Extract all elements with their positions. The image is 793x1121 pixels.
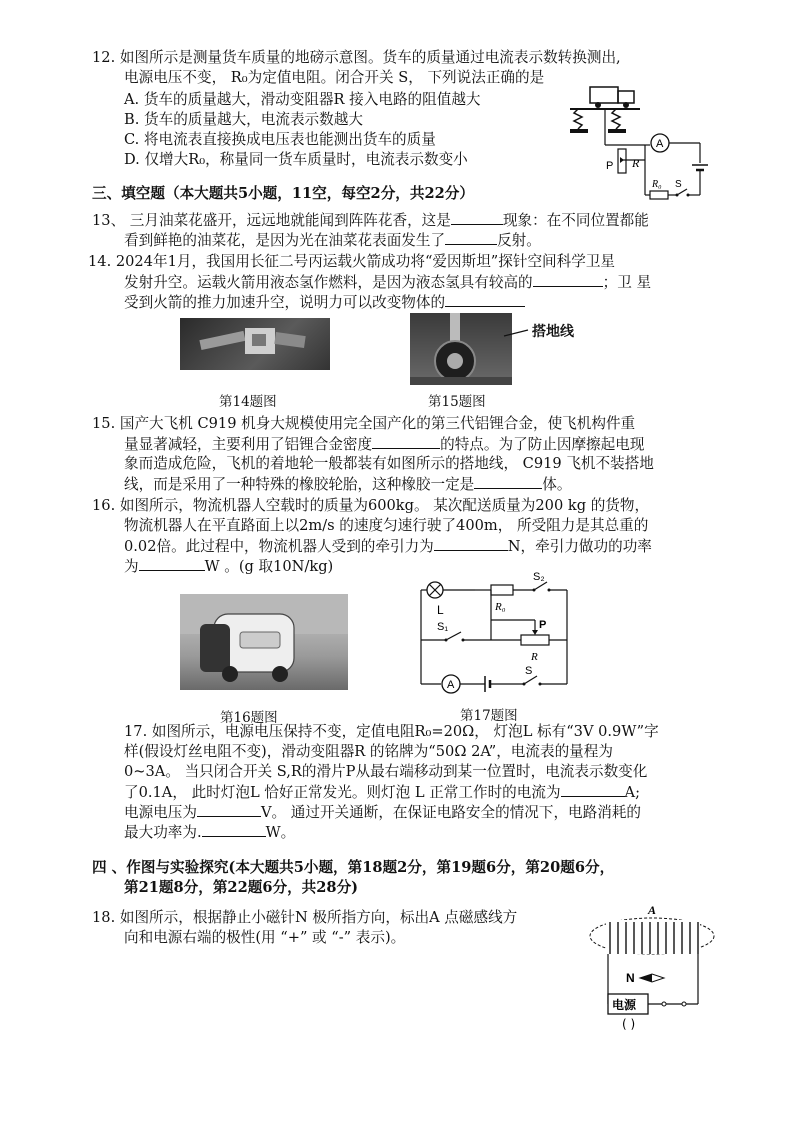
q12-fig-label-p: P bbox=[606, 160, 614, 172]
q17-blank-3[interactable] bbox=[202, 822, 266, 837]
q16-text-b: N，牵引力做功的功率 bbox=[507, 538, 652, 555]
q15-blank-2[interactable] bbox=[474, 474, 542, 489]
q13-text-b: 现象：在不同位置都能 bbox=[502, 212, 649, 229]
q16-text-c: 为 bbox=[124, 558, 139, 575]
q17-blank-2[interactable] bbox=[197, 802, 261, 817]
q12-fig-ammeter: A bbox=[656, 138, 664, 150]
q18-fig-answer-bracket[interactable]: ( ) bbox=[622, 1017, 636, 1031]
section-3-header: 三、填空题（本大题共5小题，11空，每空2分，共22分） bbox=[92, 185, 474, 202]
q16-line4 bbox=[124, 556, 333, 577]
q17-fig-ammeter: A bbox=[447, 679, 455, 691]
q12-option-b: B. 货车的质量越大，电流表示数越大 bbox=[124, 111, 363, 128]
q17-text-f: W。 bbox=[265, 824, 296, 841]
q18-fig-power-source: 电源 bbox=[612, 998, 637, 1012]
q17-fig-label-s2: S₂ bbox=[533, 572, 545, 583]
q14-line1: 14. 2024年1月，我国用长征二号丙运载火箭成功将“爱因斯坦”探针空间科学卫星 bbox=[88, 253, 616, 270]
q15-ground-wire-label: 搭地线 bbox=[532, 324, 574, 340]
q16-blank-1[interactable] bbox=[434, 536, 508, 551]
q15-line3: 象而造成危险，飞机的着地轮一般都装有如图所示的搭地线， C919 飞机不装搭地 bbox=[124, 455, 654, 472]
q17-fig-label-s1: S₁ bbox=[437, 621, 449, 633]
q17-fig-label-r0: R₀ bbox=[495, 601, 506, 613]
q12-weighbridge-figure bbox=[560, 85, 735, 200]
q13-blank-1[interactable] bbox=[451, 210, 503, 225]
q17-fig-label-l: L bbox=[437, 603, 444, 617]
q17-blank-1[interactable] bbox=[561, 782, 625, 797]
q13-line1 bbox=[92, 210, 649, 231]
q15-line4 bbox=[124, 474, 571, 495]
q15-text-c: 线，而是采用了一种特殊的橡胶轮胎，这种橡胶一定是 bbox=[124, 476, 475, 493]
q16-line1: 16. 如图所示，物流机器人空载时的质量为600kg。 某次配送质量为200 kg 的货物， bbox=[92, 497, 650, 514]
q17-fig-label-p: P bbox=[539, 619, 547, 631]
q17-text-a: 了0.1A， 此时灯泡L 恰好正常发光。则灯泡 L 正常工作时的电流为 bbox=[124, 784, 561, 801]
q17-fig-label-r: R bbox=[531, 651, 538, 663]
q14-blank-2[interactable] bbox=[445, 292, 525, 307]
q16-line3 bbox=[124, 536, 652, 557]
q13-blank-2[interactable] bbox=[445, 230, 497, 245]
q17-line2: 样(假设灯丝电阻不变)，滑动变阻器R 的铭牌为“50Ω 2A”，电流表的量程为 bbox=[124, 743, 613, 760]
q13-text-a: 13、 三月油菜花盛开，远远地就能闻到阵阵花香，这是 bbox=[92, 212, 451, 229]
q16-blank-2[interactable] bbox=[139, 556, 205, 571]
section-4-header-line2: 第21题8分，第22题6分，共28分) bbox=[124, 879, 359, 896]
q15-figure-caption: 第15题图 bbox=[428, 394, 486, 410]
q16-line2: 物流机器人在平直路面上以2m/s 的速度匀速行驶了400m， 所受阻力是其总重的 bbox=[124, 517, 649, 534]
q12-option-d: D. 仅增大R₀，称量同一货车质量时，电流表示数变小 bbox=[124, 151, 468, 168]
q15-pointer-arrow bbox=[500, 322, 530, 342]
q17-text-d: V。 通过开关通断，在保证电路安全的情况下，电路消耗的 bbox=[260, 804, 642, 821]
q17-line5 bbox=[124, 802, 641, 823]
q15-line2 bbox=[124, 434, 644, 455]
q18-line1: 18. 如图所示，根据静止小磁针N 极所指方向，标出A 点磁感线方 bbox=[92, 909, 518, 926]
q17-line4 bbox=[124, 782, 640, 803]
q14-text-c: 受到火箭的推力加速升空，说明力可以改变物体的 bbox=[124, 294, 446, 311]
q13-text-c: 看到鲜艳的油菜花，是因为光在油菜花表面发生了 bbox=[124, 232, 446, 249]
q12-fig-label-r0: R₀ bbox=[652, 179, 662, 190]
q12-fig-label-s: S bbox=[675, 179, 682, 190]
q15-landing-gear-photo bbox=[410, 313, 512, 385]
q16-robot-photo bbox=[180, 594, 348, 690]
q15-text-a: 量显著减轻，主要利用了铝锂合金密度 bbox=[124, 436, 373, 453]
q17-fig-label-s: S bbox=[525, 665, 533, 677]
q16-figure-caption: 第16题图 bbox=[220, 710, 278, 726]
section-4-header-line1: 四 、作图与实验探究(本大题共5小题，第18题2分，第19题6分，第20题6分， bbox=[92, 859, 615, 876]
q14-text-a: 发射升空。运载火箭用液态氢作燃料，是因为液态氢具有较高的 bbox=[124, 274, 533, 291]
q17-figure-caption: 第17题图 bbox=[460, 708, 518, 724]
q17-text-c: 电源电压为 bbox=[124, 804, 197, 821]
q14-line3 bbox=[124, 292, 525, 313]
q16-text-d: W 。(g 取10N/kg) bbox=[204, 558, 334, 575]
q17-line3: 0~3A。 当只闭合开关 S,R的滑片P从最右端移动到某一位置时，电流表示数变化 bbox=[124, 763, 648, 780]
q15-text-d: 体。 bbox=[542, 476, 572, 493]
q18-solenoid-figure bbox=[588, 898, 723, 1034]
q14-blank-1[interactable] bbox=[533, 272, 603, 287]
q15-text-b: 的特点。为了防止因摩擦起电现 bbox=[440, 436, 645, 453]
q13-text-d: 反射。 bbox=[497, 232, 541, 249]
q16-text-a: 0.02倍。此过程中，物流机器人受到的牵引力为 bbox=[124, 538, 434, 555]
q18-line2: 向和电源右端的极性(用 “+” 或 “-” 表示)。 bbox=[124, 929, 406, 946]
q17-line1: 17. 如图所示，电源电压保持不变，定值电阻R₀=20Ω， 灯泡L 标有“3V 0.9W”字 bbox=[124, 723, 659, 740]
q17-circuit-figure bbox=[415, 572, 575, 696]
q17-line6 bbox=[124, 822, 295, 843]
q14-line2 bbox=[124, 272, 651, 293]
q12-fig-label-r: R bbox=[632, 156, 640, 170]
q18-fig-label-a: A bbox=[648, 903, 657, 917]
q15-blank-1[interactable] bbox=[372, 434, 440, 449]
q12-stem-line1: 12. 如图所示是测量货车质量的地磅示意图。货车的质量通过电流表示数转换测出, bbox=[92, 49, 621, 66]
q12-option-a: A. 货车的质量越大，滑动变阻器R 接入电路的阻值越大 bbox=[124, 91, 481, 108]
q12-option-c: C. 将电流表直接换成电压表也能测出货车的质量 bbox=[124, 131, 436, 148]
q18-fig-label-n: N bbox=[626, 971, 635, 985]
q17-text-e: 最大功率为. bbox=[124, 824, 202, 841]
q17-text-b: A; bbox=[624, 784, 641, 801]
q13-line2 bbox=[124, 230, 541, 251]
q14-satellite-photo bbox=[180, 318, 330, 370]
q14-text-b: ；卫 星 bbox=[602, 274, 652, 291]
q15-line1: 15. 国产大飞机 C919 机身大规模使用完全国产化的第三代铝锂合金，使飞机构件重 bbox=[92, 415, 636, 432]
q12-stem-line2: 电源电压不变， R₀为定值电阻。闭合开关 S， 下列说法正确的是 bbox=[124, 69, 545, 86]
q14-figure-caption: 第14题图 bbox=[219, 394, 277, 410]
